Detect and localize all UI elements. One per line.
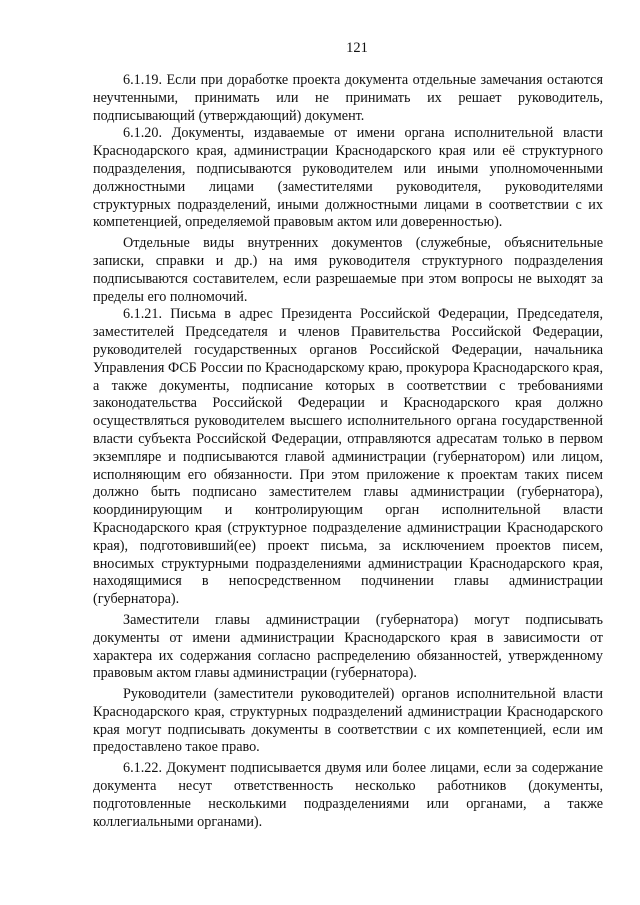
paragraph-heads-of-bodies: Руководители (заместители руководителей) органов исполнительной власти Краснодарского края, структурных подразделений администрации Краснодарского края могут подписывать документы в соответствии с их компетенцией, если им предоставлено такое право. (93, 686, 603, 756)
paragraph-6-1-19: 6.1.19. Если при доработке проекта документа отдельные замечания остаются неучтенными, принимать или не принимать их решает руководитель, подписывающий (утверждающий) документ. (93, 72, 603, 124)
paragraph-6-1-20: 6.1.20. Документы, издаваемые от имени органа исполнительной власти Краснодарского края, администрации Краснодарского края или её структурного подразделения, подписываются руководителем или иными уполномоченными должностными лицами (заместителями руководителя, руководителями структурных подразделений, иными должностными лицами в соответствии с их компетенцией, определяемой правовым актом или доверенностью). (93, 125, 603, 231)
paragraph-6-1-22: 6.1.22. Документ подписывается двумя или более лицами, если за содержание документа несут ответственность несколько работников (документы, подготовленные несколькими подразделениями или органами, а также коллегиальными органами). (93, 760, 603, 830)
paragraph-deputy-governors: Заместители главы администрации (губернатора) могут подписывать документы от имени администрации Краснодарского края в зависимости от характера их содержания согласно распределению обязанностей, утвержденному правовым актом главы администрации (губернатора). (93, 611, 603, 682)
paragraph-6-1-21: 6.1.21. Письма в адрес Президента Российской Федерации, Председателя, заместителей Председателя и членов Правительства Российской Федерации, руководителей государственных органов Российской Федерации, начальника Управления ФСБ России по Краснодарскому краю, прокурора Краснодарского края, а также документы, подписание которых в соответствии с требованиями законодательства Российской Федерации и Краснодарского края должно осуществляться руководителем высшего исполнительного органа государственной власти субъекта Российской Федерации, отправляются адресатам только в первом экземпляре и подписываются главой администрации (губернатором) или лицом, исполняющим его обязанности. При этом приложение к проектам таких писем должно быть подписано заместителем главы администрации (губернатора), координирующим и контролирующим орган исполнительной власти Краснодарского края (структурное подразделение администрации Краснодарского края), подготовивший(ее) проект письма, за исключением проектов писем, вносимых структурными подразделениями администрации Краснодарского края, находящимися в непосредственном подчинении главы администрации (губернатора). (93, 306, 603, 608)
paragraph-internal-documents: Отдельные виды внутренних документов (служебные, объяснительные записки, справки и др.) на имя руководителя структурного подразделения подписываются составителем, если разрешаемые при этом вопросы не выходят за пределы его полномочий. (93, 235, 603, 305)
page-number: 121 (346, 40, 368, 56)
document-page (93, 40, 603, 831)
